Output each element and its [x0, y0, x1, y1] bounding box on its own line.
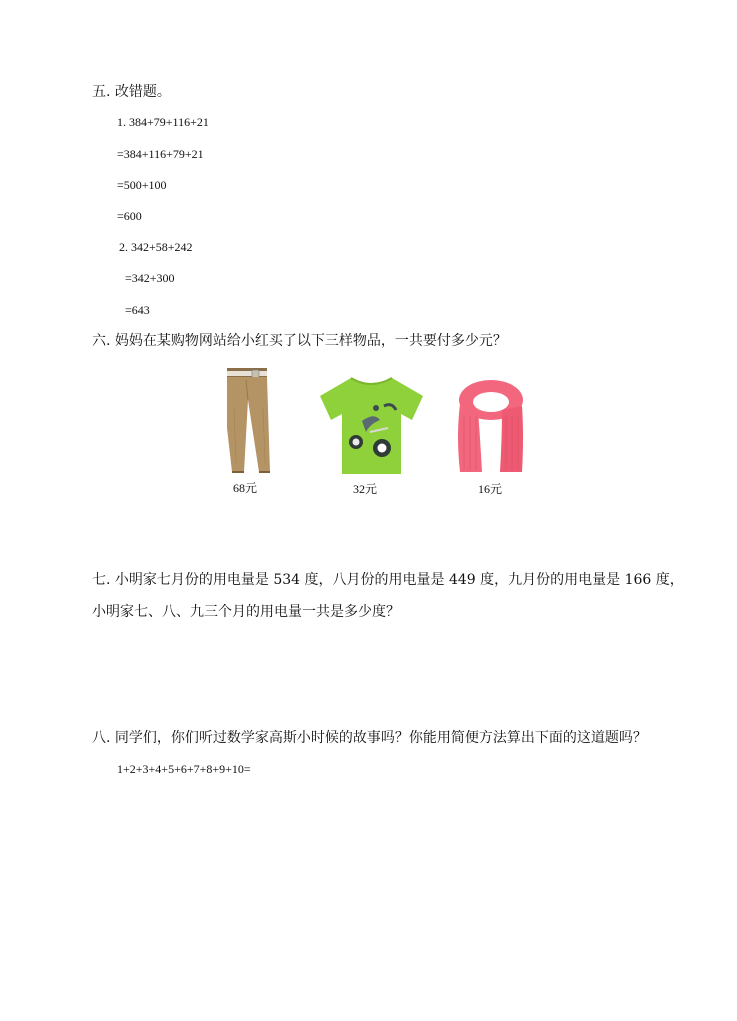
- section5-title: 五. 改错题。: [92, 84, 171, 100]
- pants-price: 68元: [233, 481, 258, 495]
- section7-line1: 七. 小明家七月份的用电量是 534 度，八月份的用电量是 449 度，九月份的用电量是 166 度，: [92, 572, 684, 588]
- scarf-price: 16元: [478, 482, 503, 496]
- pants-image: [218, 368, 276, 476]
- problem1-line: =600: [117, 209, 142, 223]
- problem2-line: =342+300: [125, 271, 175, 285]
- section8-title: 八. 同学们，你们听过数学家高斯小时候的故事吗？你能用简便方法算出下面的这道题吗？: [92, 730, 647, 746]
- problem1-line: 1. 384+79+116+21: [117, 115, 209, 129]
- tshirt-price: 32元: [353, 482, 378, 496]
- scarf-image: [452, 376, 530, 476]
- tshirt-image: [318, 376, 425, 476]
- problem1-line: =384+116+79+21: [117, 147, 204, 161]
- section7-line2: 小明家七、八、九三个月的用电量一共是多少度？: [92, 604, 400, 620]
- problem1-line: =500+100: [117, 178, 167, 192]
- problem2-line: 2. 342+58+242: [119, 240, 193, 254]
- problem2-line: =643: [125, 303, 150, 317]
- section8-expression: 1+2+3+4+5+6+7+8+9+10=: [117, 762, 251, 776]
- section6-title: 六. 妈妈在某购物网站给小红买了以下三样物品，一共要付多少元？: [92, 333, 507, 349]
